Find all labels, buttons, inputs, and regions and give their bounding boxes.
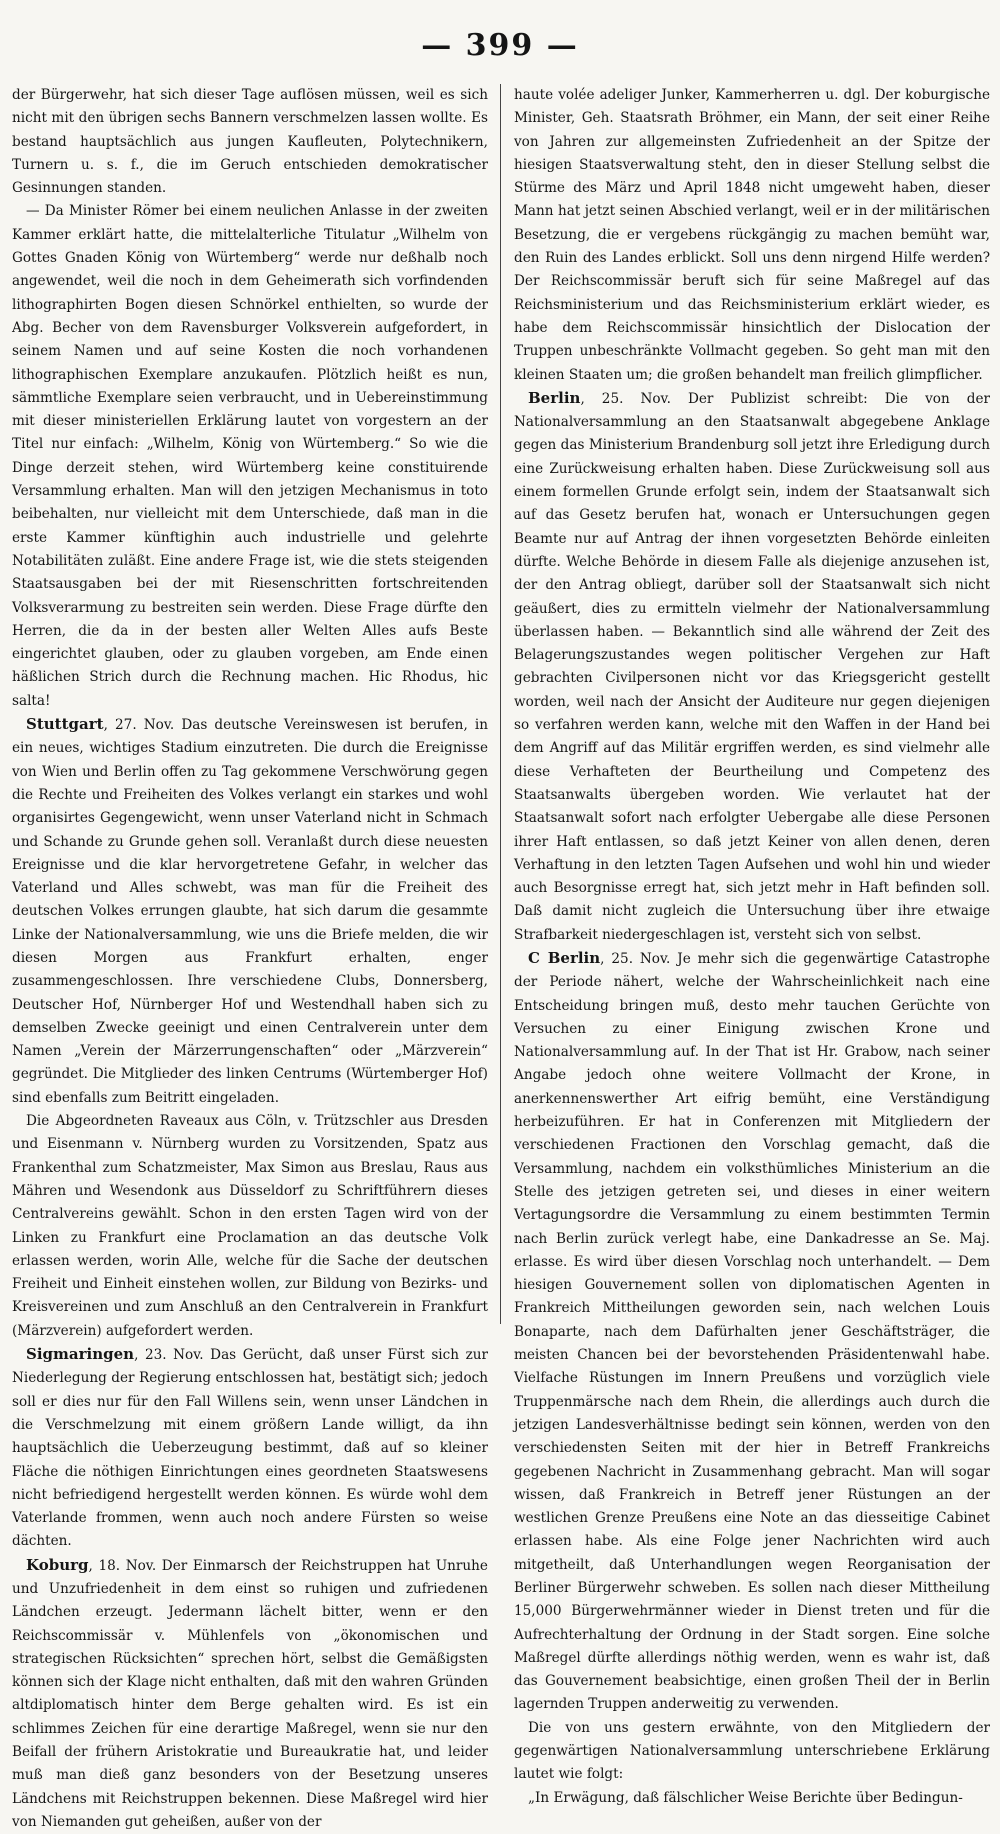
dated-article bbox=[514, 387, 990, 947]
paragraph: Die Abgeordneten Raveaux aus Cöln, v. Trützschler aus Dresden und Eisenmann v. Nürnberg wurden zu Vorsitzenden, Spatz aus Frankenthal zum Schatzmeister, Max Simon aus Breslau, Raus aus Mähren und Wesendonk aus Düsseldorf zu Schriftführern dieses Centralvereins gewählt. Schon in den ersten Tagen wird von der Linken zu Frankfurt eine Proclamation an das deutsche Volk erlassen werden, worin Alle, welche für die Sache der deutschen Freiheit und Einheit einstehen wollen, zur Bildung von Bezirks- und Kreisvereinen und zum Anschluß an den Centralverein in Frankfurt (Märzverein) aufgefordert werden. bbox=[12, 1113, 488, 1339]
article-body: Das Gerücht, daß unser Fürst sich zur Niederlegung der Regierung entschlossen hat, bestätigt sich; jedoch soll er dies nur für den Fall Willens sein, wenn unser Ländchen in die Verschmelzung mit einem größern Lande willigt, da ihn hauptsächlich die Ueberzeugung bestimmt, daß auf so kleiner Fläche die nöthigen Einrichtungen eines geordneten Staatswesens nicht befriedigend hergestellt werden können. Es würde wohl dem Vaterlande frommen, wenn auch noch andere Fürsten so weise dächten. bbox=[12, 1347, 488, 1550]
dated-article bbox=[514, 947, 990, 1717]
dated-article bbox=[12, 713, 488, 1110]
article-dateline-place: C Berlin bbox=[528, 948, 601, 967]
article-body: Das deutsche Vereinswesen ist berufen, in ein neues, wichtiges Stadium einzutreten. Die durch die Ereignisse von Wien und Berlin offen zu Tag gekommene Verschwörung gegen die Rechte und Freiheiten des Volkes verlangt ein starkes und wohl organisirtes Gegengewicht, wenn unser Vaterland nicht in Schmach und Schande zu Grunde gehen soll. Veranlaßt durch diese neuesten Ereignisse und die klar hervorgetretene Gefahr, in welcher das Vaterland und Alles schwebt, was man für die Freiheit des deutschen Volkes errungen glaubte, hat sich darum die gesammte Linke der Nationalversammlung, wie uns die Briefe melden, die wir diesen Morgen aus Frankfurt erhalten, enger zusammengeschlossen. Ihre verschiedene Clubs, Donnersberg, Deutscher Hof, Nürnberger Hof und Westendhall haben sich zu demselben Zwecke geeinigt und einen Centralverein unter dem Namen „Verein der Märzerrungenschaften“ oder „Märzverein“ gegründet. Die Mitglieder des linken Centrums (Würtemberger Hof) sind ebenfalls zum Beitritt eingeladen. bbox=[12, 717, 488, 1106]
article-body: Der Einmarsch der Reichstruppen hat Unruhe und Unzufriedenheit in dem einst so ruhigen und zufriedenen Ländchen erzeugt. Jedermann lächelt bitter, wenn er den Reichscommissär v. Mühlenfels von „ökonomischen und strategischen Rücksichten“ sprechen hört, selbst die Gemäßigsten können sich der Klage nicht enthalten, daß mit den wahren Gründen altdiplomatisch hinter dem Berge gehalten wird. Es ist ein schlimmes Zeichen für eine derartige Maßregel, wenn sie nur den Beifall der frühern Aristokratie und Bureaukratie hat, und leider muß man dieß ganz besonders von der Besetzung unseres Ländchens mit Reichstruppen bekennen. Diese Maßregel wird hier von Niemanden gut geheißen, außer von der bbox=[12, 1557, 488, 1830]
right-column bbox=[514, 84, 990, 1806]
continued-paragraph: haute volée adeliger Junker, Kammerherren u. dgl. Der koburgische Minister, Geh. Staatsrath Bröhmer, ein Mann, der seit einer Reihe von Jahren zur allgemeinsten Zufriedenheit an der Spitze der hiesigen Staatsverwaltung steht, den in dieser Stellung selbst die Stürme des März und April 1848 nicht umgeweht haben, dieser Mann hat jetzt seinen Abschied verlangt, weil er in der militärischen Besetzung, die er vergebens rückgängig zu machen bemüht war, den Ruin des Landes erblickt. Soll uns denn nirgend Hilfe werden? Der Reichscommissär beruft sich für seine Maßregel auf das Reichsministerium und das Reichsministerium erklärt wieder, es habe dem Reichscommissär hinsichtlich der Dislocation der Truppen unbeschränkte Vollmacht gegeben. So geht man mit den kleinen Staaten um; die großen behandelt man freilich glimpflicher. bbox=[514, 87, 990, 383]
article-dateline-place: Sigmaringen bbox=[26, 1345, 135, 1364]
left-column bbox=[12, 84, 488, 1830]
paragraph: „In Erwägung, daß fälschlicher Weise Berichte über Bedingun- bbox=[528, 1789, 963, 1806]
article-dateline-place: Stuttgart bbox=[26, 715, 104, 734]
article-dateline-date: , 25. Nov. bbox=[600, 950, 671, 967]
paragraph: — Da Minister Römer bei einem neulichen Anlasse in der zweiten Kammer erklärt hatte, die mittelalterliche Titulatur „Wilhelm von Gottes Gnaden König von Würtemberg“ werde nur deßhalb noch angewendet, weil die noch in dem Geheimerath sich vorfindenden lithographirten Bogen diesen Schnörkel enthielten, so wurde der Abg. Becher von dem Ravensburger Volksverein aufgefordert, in seinem Namen und auf seine Kosten die noch vorhandenen lithographischen Exemplare anzukaufen. Plötzlich heißt es nun, sämmtliche Exemplare seien verbraucht, und in Uebereinstimmung mit dieser ministeriellen Erklärung lautet von vorgestern an der Titel nur einfach: „Wilhelm, König von Würtemberg.“ So wie die Dinge derzeit stehen, wird Würtemberg keine constituirende Versammlung erhalten. Man will den jetzigen Mechanismus in toto beibehalten, nur vielleicht mit dem Unterschiede, daß man in die erste Kammer künftighin auch industrielle und gelehrte Notabilitäten zuläßt. Eine andere Frage ist, wie die stets steigenden Staatsausgaben bei der mit Riesenschritten fortschreitenden Volksverarmung zu bestreiten sein werden. Diese Frage dürfte den Herren, die da in der besten aller Welten Alles aufs Beste eingerichtet glauben, oder zu glauben vorgeben, am Ende einen häßlichen Strich durch die Rechnung machen. Hic Rhodus, hic salta! bbox=[12, 203, 488, 709]
article-dateline-date: , 23. Nov. bbox=[134, 1347, 204, 1364]
continued-paragraph: der Bürgerwehr, hat sich dieser Tage auflösen müssen, weil es sich nicht mit den übrigen sechs Bannern verschmelzen lassen wollte. Es bestand hauptsächlich aus jungen Kaufleuten, Polytechnikern, Turnern u. s. f., die im Geruch entschieden demokratischer Gesinnungen standen. bbox=[12, 87, 488, 197]
dated-article bbox=[12, 1343, 488, 1554]
article-dateline-date: , 25. Nov. bbox=[580, 390, 671, 407]
dated-article bbox=[12, 1554, 488, 1834]
article-dateline-place: Koburg bbox=[26, 1555, 89, 1574]
article-body: Der Publizist schreibt: Die von der Nationalversammlung an den Staatsanwalt abgegebene Anklage gegen das Ministerium Brandenburg soll jetzt ihre Erledigung durch eine Zurückweisung erhalten haben. Diese Zurückweisung soll aus einem formellen Grunde erfolgt sein, indem der Staatsanwalt sich auf das Gesetz berufen hat, wonach er Untersuchungen gegen Beamte nur auf Antrag der ihnen vorgesetzten Behörde einleiten dürfte. Welche Behörde in diesem Falle als diejenige anzusehen ist, der den Antrag obliegt, darüber soll der Staatsanwalt sich nicht geäußert, dies zu ermitteln vielmehr der Nationalversammlung überlassen haben. — Bekanntlich sind alle während der Zeit des Belagerungszustandes wegen politischer Vergehen zur Haft gebrachten Civilpersonen nicht vor das Kriegsgericht gestellt worden, weil nach der Ansicht der Auditeure nur gegen diejenigen so verfahren werden kann, welche mit den Waffen in der Hand bei dem Angriff auf das Militär ergriffen werden, es sind vielmehr alle diese Verhafteten der Beurtheilung und Competenz des Staatsanwalts übergeben worden. Wie verlautet hat der Staatsanwalt sofort nach erfolgter Uebergabe alle diese Personen ihrer Haft entlassen, so daß jetzt Keiner von allen denen, deren Verhaftung in den letzten Tagen Aufsehen und wohl hin und wieder auch Besorgnisse erregt hat, sich jetzt mehr in Haft befinden soll. Daß damit nicht zugleich die Untersuchung über ihre etwaige Strafbarkeit niedergeschlagen ist, versteht sich von selbst. bbox=[514, 390, 990, 943]
article-dateline-place: Berlin bbox=[528, 388, 581, 407]
page-number: — 399 — bbox=[421, 28, 579, 63]
article-body: Je mehr sich die gegenwärtige Catastrophe der Periode nähert, welche der Wahrscheinlichkeit nach eine Entscheidung bringen muß, desto mehr tauchen Gerüchte von Versuchen zu einer Einigung zwischen Krone und Nationalversammlung auf. In der That ist Hr. Grabow, nach seiner Angabe jedoch ohne weitere Vollmacht der Krone, in anerkennenswerther Art eifrig bemüht, eine Verständigung herbeizuführen. Er hat in Conferenzen mit Mitgliedern der verschiedenen Fractionen den Vorschlag gemacht, daß die Versammlung, nachdem ein volksthümliches Ministerium an die Stelle des jetzigen getreten sei, und dieses in einer weitern Vertagungsordre die Versammlung zu einem bestimmten Termin nach Berlin zurück verlegt habe, eine Dankadresse an Se. Maj. erlasse. Es wird über diesen Vorschlag noch unterhandelt. — Dem hiesigen Gouvernement sollen von diplomatischen Agenten in Frankreich Mittheilungen geworden sein, nach welchen Louis Bonaparte, nach dem Dafürhalten jener Geschäftsträger, die meisten Chancen bei der bevorstehenden Präsidentenwahl habe. Vielfache Rüstungen im Innern Preußens und vorzüglich viele Truppenmärsche nach dem Rhein, die allerdings auch durch die jetzigen Landesverhältnisse bedingt sein können, werden von den verschiedensten Seiten mit der hier in Betreff Frankreichs gegebenen Nachricht in Zusammenhang gebracht. Man will sogar wissen, daß Frankreich in Betreff jener Rüstungen an der westlichen Grenze Preußens eine Note an das diesseitige Cabinet erlassen habe. Als eine Folge jener Nachrichten wird auch mitgetheilt, daß Unterhandlungen wegen Reorganisation der Berliner Bürgerwehr schweben. Es sollen nach dieser Mittheilung 15,000 Bürgerwehrmänner wieder in Dienst treten und für die Aufrechterhaltung der Ordnung in der Stadt sorgen. Eine solche Maßregel dürfte allerdings nöthig werden, wenn es wahr ist, daß das Gouvernement beabsichtige, einen großen Theil der in Berlin lagernden Truppen anderweitig zu verwenden. bbox=[514, 950, 990, 1713]
article-dateline-date: , 27. Nov. bbox=[103, 717, 175, 734]
column-divider bbox=[500, 84, 501, 1324]
paragraph: Die von uns gestern erwähnte, von den Mitgliedern der gegenwärtigen Nationalversammlung unterschriebene Erklärung lautet wie folgt: bbox=[514, 1719, 990, 1783]
article-dateline-date: , 18. Nov. bbox=[88, 1557, 157, 1574]
